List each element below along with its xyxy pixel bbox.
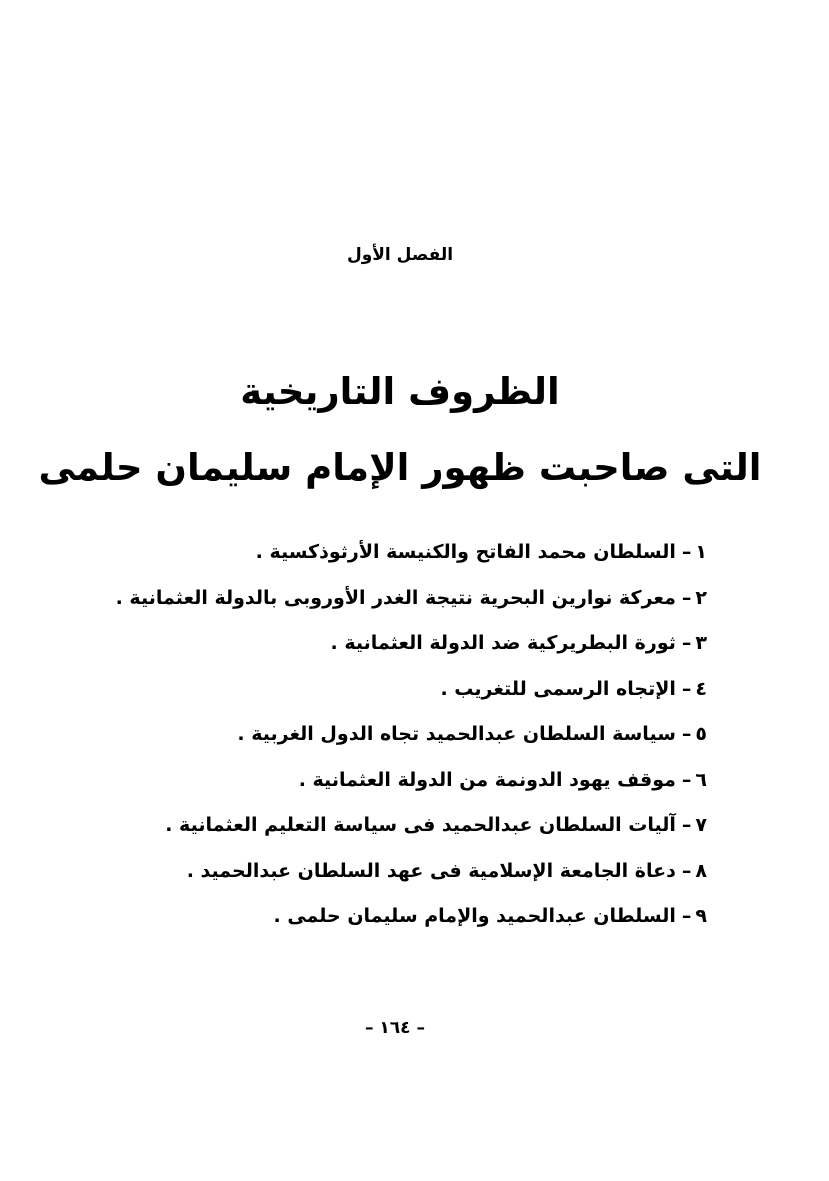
topic-text: ثورة البطريركية ضد الدولة العثمانية . — [330, 632, 676, 654]
topic-text: موقف يهود الدونمة من الدولة العثمانية . — [298, 768, 676, 791]
topic-text: السلطان عبدالحميد والإمام سليمان حلمى . — [273, 905, 676, 927]
topic-dash: – — [681, 677, 692, 700]
topic-number: ٨ — [695, 859, 707, 882]
topic-text: معركة نوارين البحرية نتيجة الغدر الأوروبى بالدولة العثمانية . — [115, 586, 676, 609]
topic-item-2 — [7, 580, 707, 626]
topic-item-8 — [7, 853, 707, 899]
topic-item-5 — [7, 716, 707, 762]
topic-number: ٧ — [695, 814, 707, 836]
topic-number: ٥ — [695, 723, 707, 745]
topic-number: ٦ — [695, 768, 707, 791]
topic-text: الإتجاه الرسمى للتغريب . — [440, 677, 676, 700]
topic-item-4 — [7, 671, 707, 717]
topic-number: ٤ — [695, 677, 707, 700]
topic-dash: – — [681, 859, 692, 882]
page-number: – ١٦٤ – — [365, 1018, 425, 1038]
topic-dash: – — [681, 586, 692, 609]
topic-number: ٩ — [695, 905, 707, 927]
topic-dash: – — [681, 905, 692, 927]
chapter-title-line-2: التى صاحبت ظهور الإمام سليمان حلمى — [38, 446, 762, 489]
topic-text: آليات السلطان عبدالحميد فى سياسة التعليم العثمانية . — [165, 814, 676, 836]
topic-dash: – — [681, 632, 692, 654]
topic-item-6 — [7, 762, 707, 808]
topic-text: سياسة السلطان عبدالحميد تجاه الدول الغربية . — [237, 723, 676, 745]
topic-dash: – — [681, 541, 692, 563]
chapter-title-line-1: الظروف التاريخية — [240, 370, 560, 413]
topic-number: ٢ — [695, 586, 707, 609]
topic-text: دعاة الجامعة الإسلامية فى عهد السلطان عبدالحميد . — [186, 859, 676, 882]
chapter-label: الفصل الأول — [346, 245, 454, 265]
topic-item-9 — [7, 898, 707, 944]
topics-list — [7, 534, 707, 944]
topic-item-7 — [7, 807, 707, 853]
topic-item-3 — [7, 625, 707, 671]
topic-number: ٣ — [695, 632, 707, 654]
topic-item-1 — [7, 534, 707, 580]
topic-text: السلطان محمد الفاتح والكنيسة الأرثوذكسية . — [255, 541, 676, 563]
topic-number: ١ — [695, 541, 707, 563]
topic-dash: – — [681, 768, 692, 791]
topic-dash: – — [681, 723, 692, 745]
topic-dash: – — [681, 814, 692, 836]
